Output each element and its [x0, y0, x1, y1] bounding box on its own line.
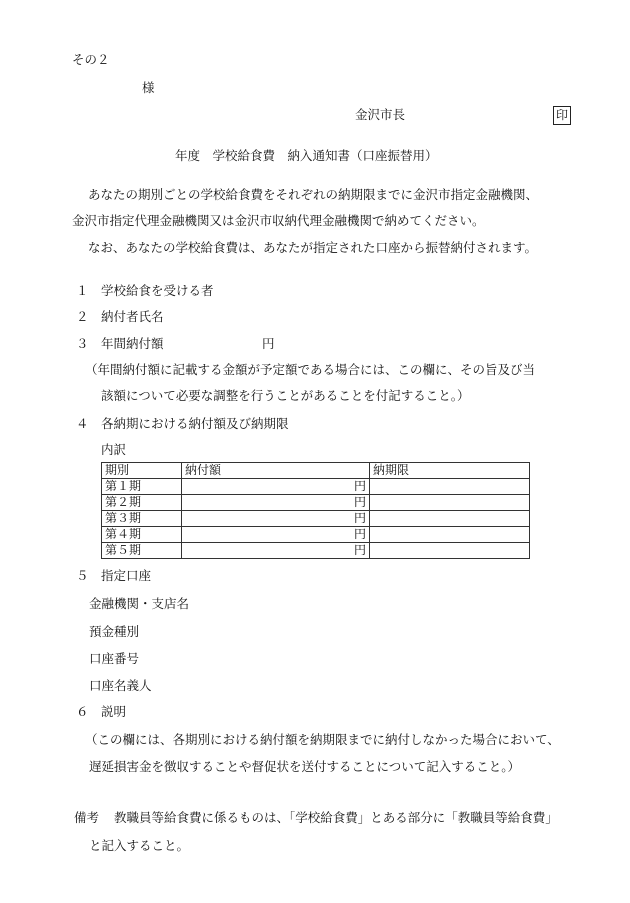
- remarks-label: 備考: [74, 810, 100, 825]
- account-holder-label: 口座名義人: [89, 678, 152, 693]
- period-cell: 第５期: [102, 543, 182, 559]
- period-cell: 第２期: [102, 495, 182, 511]
- period-cell: 第１期: [102, 479, 182, 495]
- item-number: １: [76, 283, 89, 298]
- yen-unit: 円: [353, 479, 366, 493]
- item-number: ４: [76, 416, 89, 431]
- col-header-due: 納期限: [370, 463, 530, 479]
- item6-note: 遅延損害金を徴収することや督促状を送付することについて記入すること。）: [89, 759, 521, 774]
- item-number: ５: [76, 568, 89, 583]
- addressee-suffix: 様: [142, 80, 155, 95]
- amount-cell: [182, 495, 370, 511]
- seal-mark: 印: [553, 106, 571, 125]
- period-cell: 第３期: [102, 511, 182, 527]
- item-number: ３: [76, 336, 89, 351]
- form-number: その２: [72, 52, 110, 67]
- table-row: [102, 479, 530, 495]
- due-cell: [370, 479, 530, 495]
- amount-cell: [182, 527, 370, 543]
- deposit-type-label: 預金種別: [89, 624, 140, 639]
- item3-note: 該額について必要な調整を行うことがあることを付記すること。）: [101, 388, 470, 403]
- item-label-student: 学校給食を受ける者: [101, 283, 214, 298]
- item-label-payer: 納付者氏名: [101, 309, 164, 324]
- amount-cell: [182, 511, 370, 527]
- table-row: [102, 495, 530, 511]
- due-cell: [370, 511, 530, 527]
- page-title: 年度 学校給食費 納入通知書（口座振替用）: [175, 148, 438, 163]
- remarks-line: と記入すること。: [89, 838, 190, 853]
- item-number: ２: [76, 309, 89, 324]
- intro-line: 金沢市指定代理金融機関又は金沢市収納代理金融機関で納めてください。: [72, 213, 485, 228]
- due-cell: [370, 495, 530, 511]
- breakdown-label: 内訳: [101, 442, 127, 457]
- intro-line: なお、あなたの学校給食費は、あなたが指定された口座から振替納付されます。: [88, 240, 538, 255]
- amount-cell: [182, 479, 370, 495]
- table-row: [102, 511, 530, 527]
- yen-unit: 円: [353, 495, 366, 509]
- col-header-amount: 納付額: [182, 463, 370, 479]
- item3-note: （年間納付額に記載する金額が予定額である場合には、この欄に、その旨及び当: [85, 362, 536, 377]
- due-cell: [370, 527, 530, 543]
- col-header-period: 期別: [102, 463, 182, 479]
- table-row: [102, 543, 530, 559]
- item-number: ６: [76, 704, 89, 719]
- due-cell: [370, 543, 530, 559]
- item6-note: （この欄には、各期別における納付額を納期限までに納付しなかった場合において、: [85, 732, 560, 747]
- table-header-row: [102, 463, 530, 479]
- item-label-explanation: 説明: [101, 704, 127, 719]
- account-number-label: 口座番号: [89, 651, 140, 666]
- yen-unit: 円: [353, 527, 366, 541]
- amount-cell: [182, 543, 370, 559]
- yen-unit: 円: [262, 336, 275, 351]
- table-row: [102, 527, 530, 543]
- issuer: 金沢市長: [355, 107, 406, 122]
- intro-line: あなたの期別ごとの学校給食費をそれぞれの納期限までに金沢市指定金融機関、: [88, 187, 539, 202]
- yen-unit: 円: [353, 543, 366, 557]
- payment-schedule-table: [101, 462, 530, 559]
- bank-branch-label: 金融機関・支店名: [89, 596, 190, 611]
- item-label-schedule: 各納期における納付額及び納期限: [101, 416, 289, 431]
- period-cell: 第４期: [102, 527, 182, 543]
- item-label-account: 指定口座: [101, 568, 152, 583]
- yen-unit: 円: [353, 511, 366, 525]
- item-label-annual-amount: 年間納付額: [101, 336, 164, 351]
- remarks-line: 教職員等給食費に係るものは、「学校給食費」とある部分に「教職員等給食費」: [114, 810, 558, 825]
